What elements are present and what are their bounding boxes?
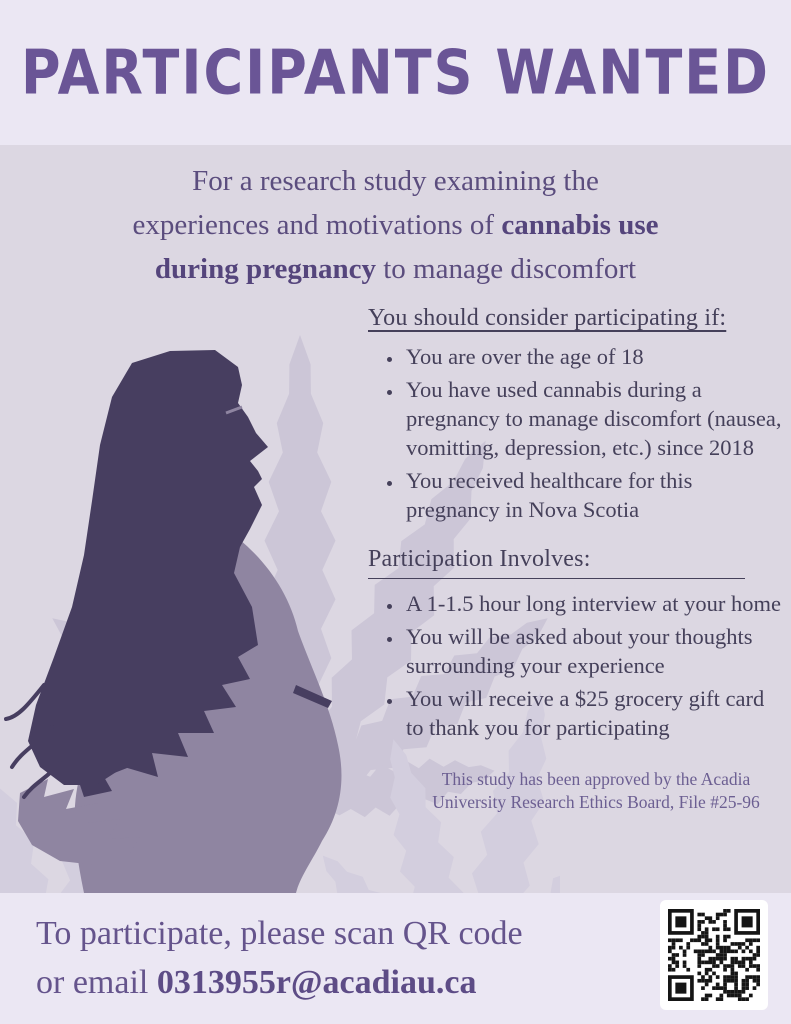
info-column [368, 305, 782, 814]
qr-code-image [668, 909, 760, 1001]
ethics-approval-note: This study has been approved by the Acadia University Research Ethics Board, File #25-96 [432, 769, 760, 812]
intro-line-2 [133, 209, 659, 241]
list-item: • You have used cannabis during a pregnancy to manage discomfort (nausea, vomitting, depression, etc.) since 2018 [404, 375, 782, 462]
flyer-header-band [0, 0, 791, 145]
study-description [26, 159, 766, 291]
flyer-footer-band [0, 893, 791, 1024]
intro-line-3-bold: during pregnancy [154, 253, 376, 285]
eligibility-heading: You should consider participating if: [368, 305, 727, 331]
cta-line-2 [36, 958, 523, 1007]
contact-call-to-action [36, 909, 523, 1007]
flyer-body [0, 145, 791, 893]
intro-line-3 [155, 253, 636, 285]
list-item: • You are over the age of 18 [404, 342, 782, 371]
list-item: • You will receive a $25 grocery gift card to thank you for participating [404, 684, 782, 742]
participation-list [368, 589, 782, 742]
eligibility-list [368, 342, 782, 524]
qr-code [660, 900, 768, 1010]
intro-line-2-regular: experiences and motivations of [132, 209, 502, 241]
participation-heading: Participation Involves: [368, 546, 745, 579]
list-item: • You received healthcare for this pregnancy in Nova Scotia [404, 466, 782, 524]
intro-line-1 [192, 165, 599, 197]
list-item: • You will be asked about your thoughts surrounding your experience [404, 622, 782, 680]
cta-line-2-regular: or email [36, 964, 157, 1001]
cta-line-1: To participate, please scan QR code [36, 915, 523, 952]
intro-line-3-regular: to manage discomfort [375, 253, 637, 285]
contact-email: 0313955r@acadiau.ca [156, 964, 477, 1001]
intro-line-2-bold: cannabis use [501, 209, 659, 241]
list-item: • A 1-1.5 hour long interview at your home [404, 589, 782, 618]
intro-line-1-text: For a research study examining the [192, 165, 599, 197]
page-title: PARTICIPANTS WANTED [20, 36, 771, 109]
